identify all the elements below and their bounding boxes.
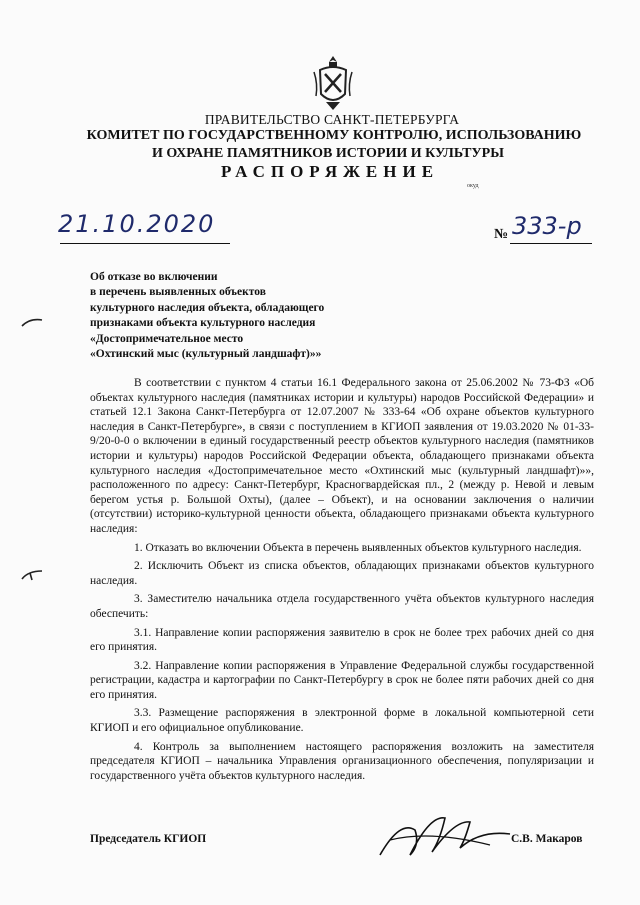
signatory-position: Председатель КГИОП <box>90 833 207 845</box>
handwritten-signature <box>370 800 520 870</box>
margin-mark <box>20 567 44 581</box>
subject-line: признаками объекта культурного наследия <box>90 317 316 330</box>
subject-line: «Охтинский мыс (культурный ландшафт)»» <box>90 348 322 361</box>
committee-title-line1: КОМИТЕТ ПО ГОСУДАРСТВЕННОМУ КОНТРОЛЮ, ИСПОЛЬЗОВАНИЮ <box>86 128 582 143</box>
date-underline <box>60 243 230 244</box>
subject-line: «Достопримечательное место <box>90 332 244 345</box>
margin-mark <box>20 316 44 330</box>
item-3-paragraph: 3. Заместителю начальника отдела государственного учёта объектов культурного наследия обеспечить: <box>90 593 594 620</box>
signatory-name: С.В. Макаров <box>511 833 583 845</box>
item-4-paragraph: 4. Контроль за выполнением настоящего распоряжения возложить на заместителя председателя КГИОП – начальника Управления организационного обеспечения, популяризации и государственного учёта объектов культурного наследия. <box>90 740 594 782</box>
preamble-paragraph: В соответствии с пунктом 4 статьи 16.1 Федерального закона от 25.06.2002 № 73-ФЗ «Об объектах культурного наследия (памятниках истории и культуры) народов Российской Федерации» и статьей 12.1 Закона Санкт-Петербурга от 12.07.2007 № 333-64 «Об охране объектов культурного наследия в Санкт-Петербурге», в связи с поступлением в КГИОП заявления от 19.03.2020 № 01-33-9/20-0-0 о включении в единый государственный реестр объектов культурного наследия (памятников истории и культуры) народов Российской Федерации объекта, обладающего признаками объекта культурного наследия «Достопримечательное место «Охтинский мыс (культурный ландшафт)»», расположенного по адресу: Санкт-Петербург, Красногвардейская пл., 2 (между р. Невой и левым берегом устья р. Большой Охты), (далее – Объект), и на основании заключения о наличии (отсутствии) историко-культурной ценности объекта, обладающего признаками объекта культурного наследия: <box>90 377 594 535</box>
item-1-paragraph: 1. Отказать во включении Объекта в перечень выявленных объектов культурного наследия. <box>134 541 582 554</box>
number-underline <box>510 243 592 244</box>
committee-title-line2: И ОХРАНЕ ПАМЯТНИКОВ ИСТОРИИ И КУЛЬТУРЫ <box>152 146 504 161</box>
government-title: ПРАВИТЕЛЬСТВО САНКТ-ПЕТЕРБУРГА <box>204 112 460 127</box>
coat-of-arms-emblem <box>312 54 354 112</box>
document-body <box>90 376 594 783</box>
number-sign: № <box>494 227 509 242</box>
item-3-1-paragraph: 3.1. Направление копии распоряжения заявителю в срок не более трех рабочих дней со дня его принятия. <box>90 626 594 654</box>
document-type: РАСПОРЯЖЕНИЕ <box>220 162 440 181</box>
item-2-paragraph: 2. Исключить Объект из списка объектов, обладающих признаками объектов культурного наследия. <box>90 560 594 587</box>
okud-label: окуд <box>467 183 479 189</box>
handwritten-number: 333-р <box>512 212 582 240</box>
subject-line: Об отказе во включении <box>90 271 218 283</box>
item-3-3-paragraph: 3.3. Размещение распоряжения в электронной форме в локальной компьютерной сети КГИОП и его официальное опубликование. <box>90 707 594 735</box>
subject-line: культурного наследия объекта, обладающего <box>90 301 325 314</box>
subject-line: в перечень выявленных объектов <box>90 286 266 299</box>
subject-block <box>90 270 324 362</box>
handwritten-date: 21.10.2020 <box>58 210 216 238</box>
item-3-2-paragraph: 3.2. Направление копии распоряжения в Управление Федеральной службы государственной регистрации, кадастра и картографии по Санкт-Петербургу в срок не более пяти рабочих дней со дня его принятия. <box>90 659 594 701</box>
